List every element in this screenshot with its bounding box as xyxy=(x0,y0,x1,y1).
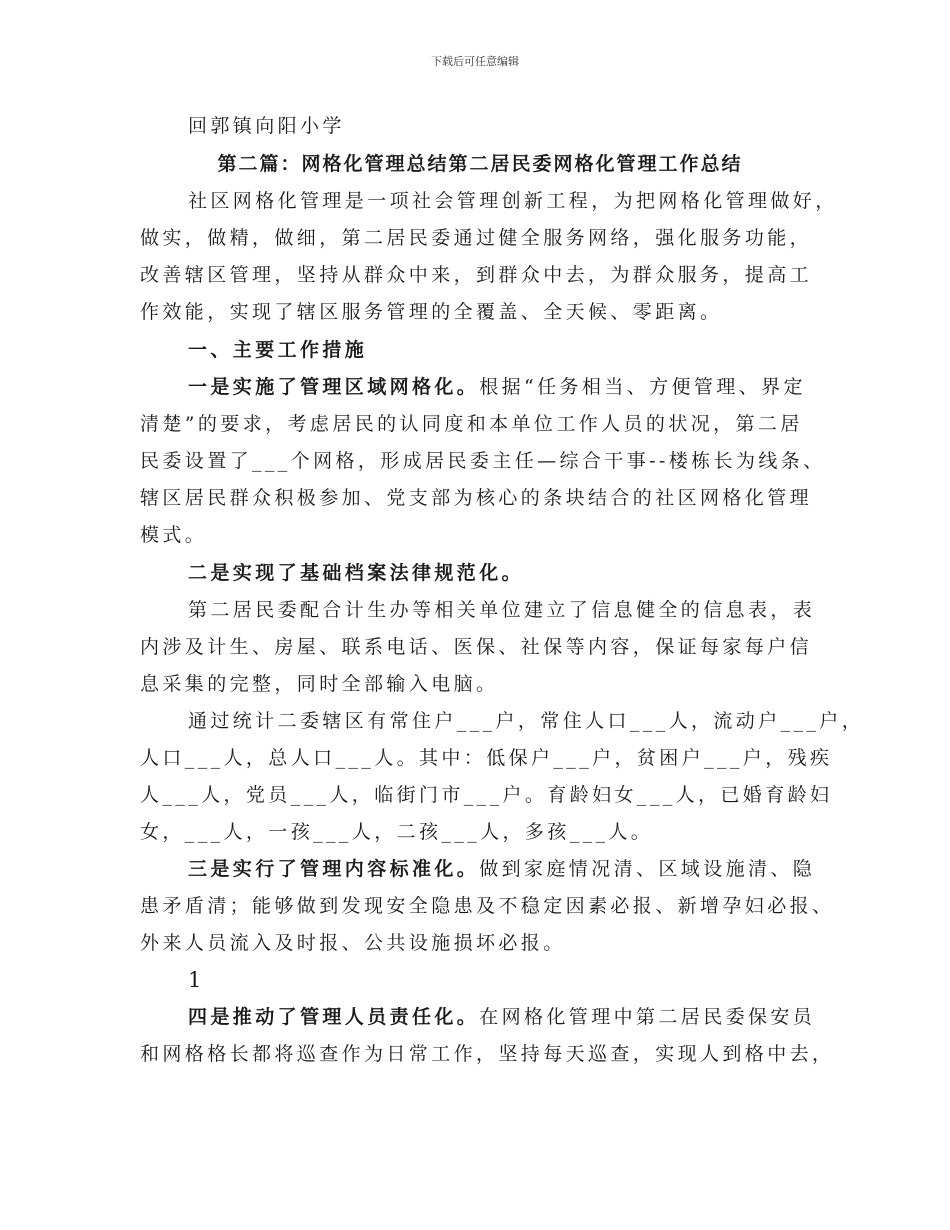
item-text: 做到家庭情况清、区域设施清、隐 xyxy=(479,858,816,880)
item-lead: 二是实现了基础档案法律规范化。 xyxy=(188,562,525,584)
page-header: 下载后可任意编辑 xyxy=(431,55,519,68)
item-text: 在网格化管理中第二居民委保安员 xyxy=(479,1006,816,1028)
page-number: 1 xyxy=(188,968,202,992)
paragraph-line: 模式。 xyxy=(140,524,208,546)
paragraph-line: 辖区居民群众积极参加、党支部为核心的条块结合的社区网格化管理 xyxy=(140,487,813,509)
paragraph-line: 患矛盾清；能够做到发现安全隐患及不稳定因素必报、新增孕妇必报、 xyxy=(140,895,835,917)
paragraph-line: 人___人，党员___人，临街门市___户。育龄妇女___人，已婚育龄妇 xyxy=(140,784,833,806)
paragraph-line: 改善辖区管理，坚持从群众中来，到群众中去，为群众服务，提高工 xyxy=(140,264,813,286)
item-text: 根据“任务相当、方便管理、界定 xyxy=(479,376,806,398)
item-lead: 三是实行了管理内容标准化。 xyxy=(188,858,480,880)
document-title: 第二篇：网格化管理总结第二居民委网格化管理工作总结 xyxy=(217,153,743,175)
paragraph-line: 清楚”的要求，考虑居民的认同度和本单位工作人员的状况，第二居 xyxy=(140,413,803,435)
paragraph-line: 外来人员流入及时报、公共设施损坏必报。 xyxy=(140,932,566,954)
paragraph-line xyxy=(188,375,820,399)
paragraph-line: 内涉及计生、房屋、联系电话、医保、社保等内容，保证每家每户信 xyxy=(140,636,813,658)
paragraph-line xyxy=(188,1005,820,1029)
paragraph-line: 做实，做精，做细，第二居民委通过健全服务网络，强化服务功能， xyxy=(140,227,813,249)
paragraph-line: 第二居民委配合计生办等相关单位建立了信息健全的信息表，表 xyxy=(188,599,816,621)
paragraph-line: 息采集的完整，同时全部输入电脑。 xyxy=(140,673,499,695)
paragraph-line: 民委设置了___个网格，形成居民委主任—综合干事--楼栋长为线条、 xyxy=(140,450,826,472)
section-heading: 一、主要工作措施 xyxy=(188,339,368,361)
school-name: 回郭镇向阳小学 xyxy=(188,115,345,137)
item-lead: 一是实施了管理区域网格化。 xyxy=(188,376,480,398)
paragraph-line: 社区网格化管理是一项社会管理创新工程，为把网格化管理做好， xyxy=(188,190,838,212)
paragraph-line: 人口___人，总人口___人。其中：低保户___户，贫困户___户，残疾 xyxy=(140,747,833,769)
paragraph-line: 女，___人，一孩___人，二孩___人，多孩___人。 xyxy=(140,821,654,843)
item-lead: 四是推动了管理人员责任化。 xyxy=(188,1006,480,1028)
paragraph-line: 作效能，实现了辖区服务管理的全覆盖、全天候、零距离。 xyxy=(140,301,723,323)
paragraph-line xyxy=(188,857,820,881)
paragraph-line: 和网格格长都将巡查作为日常工作，坚持每天巡查，实现人到格中去， xyxy=(140,1043,835,1065)
paragraph-line: 通过统计二委辖区有常住户___户，常住人口___人，流动户___户， xyxy=(188,710,865,732)
